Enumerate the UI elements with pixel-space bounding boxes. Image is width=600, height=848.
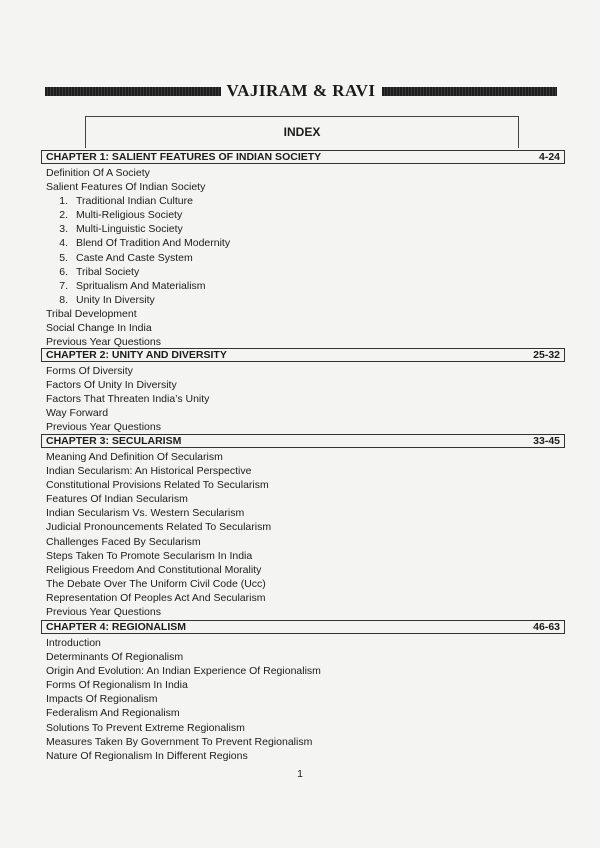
list-item	[46, 321, 230, 335]
item-number: 1.	[59, 195, 68, 208]
banner-bar-left	[45, 87, 221, 96]
list-item	[46, 749, 321, 763]
item-text: Forms Of Regionalism In India	[46, 679, 188, 692]
list-item	[46, 692, 321, 706]
item-number: 6.	[59, 265, 68, 278]
list-item	[46, 664, 321, 678]
list-item	[46, 208, 230, 222]
list-item	[46, 735, 321, 749]
page-number: 1	[297, 768, 303, 780]
item-text: Federalism And Regionalism	[46, 707, 180, 720]
item-text: Salient Features Of Indian Society	[46, 181, 206, 194]
list-item	[46, 721, 321, 735]
list-item	[46, 535, 271, 549]
item-text: Indian Secularism Vs. Western Secularism	[46, 507, 245, 520]
chapter-topic-list	[46, 166, 230, 349]
list-item	[46, 464, 271, 478]
item-text: Previous Year Questions	[46, 421, 161, 434]
list-item	[46, 605, 271, 619]
item-text: Steps Taken To Promote Secularism In India	[46, 549, 253, 562]
chapter-topic-list	[46, 450, 271, 619]
item-text: Determinants Of Regionalism	[46, 651, 184, 664]
item-number: 3.	[59, 223, 68, 236]
list-item	[46, 520, 271, 534]
chapter-topic-list	[46, 636, 321, 763]
item-text: Multi-Religious Society	[76, 209, 183, 222]
item-text: Judicial Pronouncements Related To Secularism	[46, 521, 272, 534]
list-item	[46, 378, 209, 392]
item-text: Indian Secularism: An Historical Perspective	[46, 465, 252, 478]
list-item	[46, 650, 321, 664]
item-text: Introduction	[46, 637, 101, 649]
list-item	[46, 678, 321, 692]
header-banner	[45, 81, 557, 100]
list-item	[46, 506, 271, 520]
chapter-title: CHAPTER 4: REGIONALISM	[46, 621, 187, 633]
list-item	[46, 636, 321, 650]
list-item	[46, 279, 230, 293]
list-item	[46, 549, 271, 563]
item-text: Social Change In India	[46, 322, 152, 335]
index-title: INDEX	[283, 125, 321, 139]
list-item	[46, 563, 271, 577]
item-text: Representation Of Peoples Act And Secularism	[46, 591, 266, 604]
list-item	[46, 392, 209, 406]
chapter-heading	[41, 150, 565, 164]
chapter-page-range: 46-63	[533, 621, 560, 633]
item-text: Measures Taken By Government To Prevent Regionalism	[46, 735, 313, 748]
list-item	[46, 180, 230, 194]
item-text: Previous Year Questions	[46, 336, 161, 349]
item-text: Meaning And Definition Of Secularism	[46, 451, 223, 463]
list-item	[46, 364, 209, 378]
brand-name: VAJIRAM & RAVI	[226, 81, 376, 100]
list-item	[46, 492, 271, 506]
list-item	[46, 236, 230, 250]
item-text: Multi-Linguistic Society	[76, 223, 183, 236]
chapter-heading	[41, 434, 565, 448]
item-number: 7.	[59, 279, 68, 292]
item-text: Factors Of Unity In Diversity	[46, 379, 177, 392]
item-text: Features Of Indian Secularism	[46, 493, 188, 506]
item-text: Nature Of Regionalism In Different Regions	[46, 749, 248, 762]
chapter-title: CHAPTER 1: SALIENT FEATURES OF INDIAN SOCIETY	[46, 151, 322, 163]
list-item	[46, 577, 271, 591]
item-text: Origin And Evolution: An Indian Experience Of Regionalism	[46, 665, 321, 678]
item-text: Way Forward	[46, 407, 109, 420]
list-item	[46, 293, 230, 307]
list-item	[46, 194, 230, 208]
list-item	[46, 450, 271, 464]
chapter-page-range: 33-45	[533, 435, 560, 447]
item-text: Forms Of Diversity	[46, 365, 133, 377]
item-number: 4.	[59, 237, 68, 250]
list-item	[46, 406, 209, 420]
item-number: 8.	[59, 293, 68, 306]
list-item	[46, 478, 271, 492]
item-text: Spritualism And Materialism	[76, 279, 206, 292]
chapter-title: CHAPTER 3: SECULARISM	[46, 435, 182, 447]
item-text: Previous Year Questions	[46, 606, 161, 619]
item-text: Definition Of A Society	[46, 167, 150, 179]
item-text: Solutions To Prevent Extreme Regionalism	[46, 721, 245, 734]
item-text: The Debate Over The Uniform Civil Code (Ucc)	[46, 577, 266, 590]
item-text: Caste And Caste System	[76, 251, 193, 264]
item-number: 5.	[59, 251, 68, 264]
list-item	[46, 420, 209, 434]
list-item	[46, 591, 271, 605]
chapter-heading	[41, 620, 565, 634]
list-item	[46, 265, 230, 279]
item-text: Religious Freedom And Constitutional Morality	[46, 563, 262, 576]
chapter-page-range: 25-32	[533, 349, 560, 361]
item-text: Unity In Diversity	[76, 293, 155, 306]
index-box	[85, 116, 519, 148]
list-item	[46, 251, 230, 265]
item-text: Impacts Of Regionalism	[46, 693, 158, 706]
item-text: Tribal Society	[76, 265, 140, 278]
chapter-title: CHAPTER 2: UNITY AND DIVERSITY	[46, 349, 227, 361]
list-item	[46, 222, 230, 236]
list-item	[46, 307, 230, 321]
item-text: Blend Of Tradition And Modernity	[76, 237, 231, 250]
chapter-topic-list	[46, 364, 209, 434]
chapter-page-range: 4-24	[538, 151, 560, 163]
item-number: 2.	[59, 209, 68, 222]
item-text: Tribal Development	[46, 307, 137, 320]
list-item	[46, 166, 230, 180]
list-item	[46, 706, 321, 720]
item-text: Constitutional Provisions Related To Secularism	[46, 479, 269, 492]
banner-bar-right	[382, 87, 558, 96]
chapter-heading	[41, 348, 565, 362]
item-text: Challenges Faced By Secularism	[46, 535, 201, 548]
item-text: Traditional Indian Culture	[76, 195, 193, 208]
item-text: Factors That Threaten India’s Unity	[46, 393, 210, 406]
